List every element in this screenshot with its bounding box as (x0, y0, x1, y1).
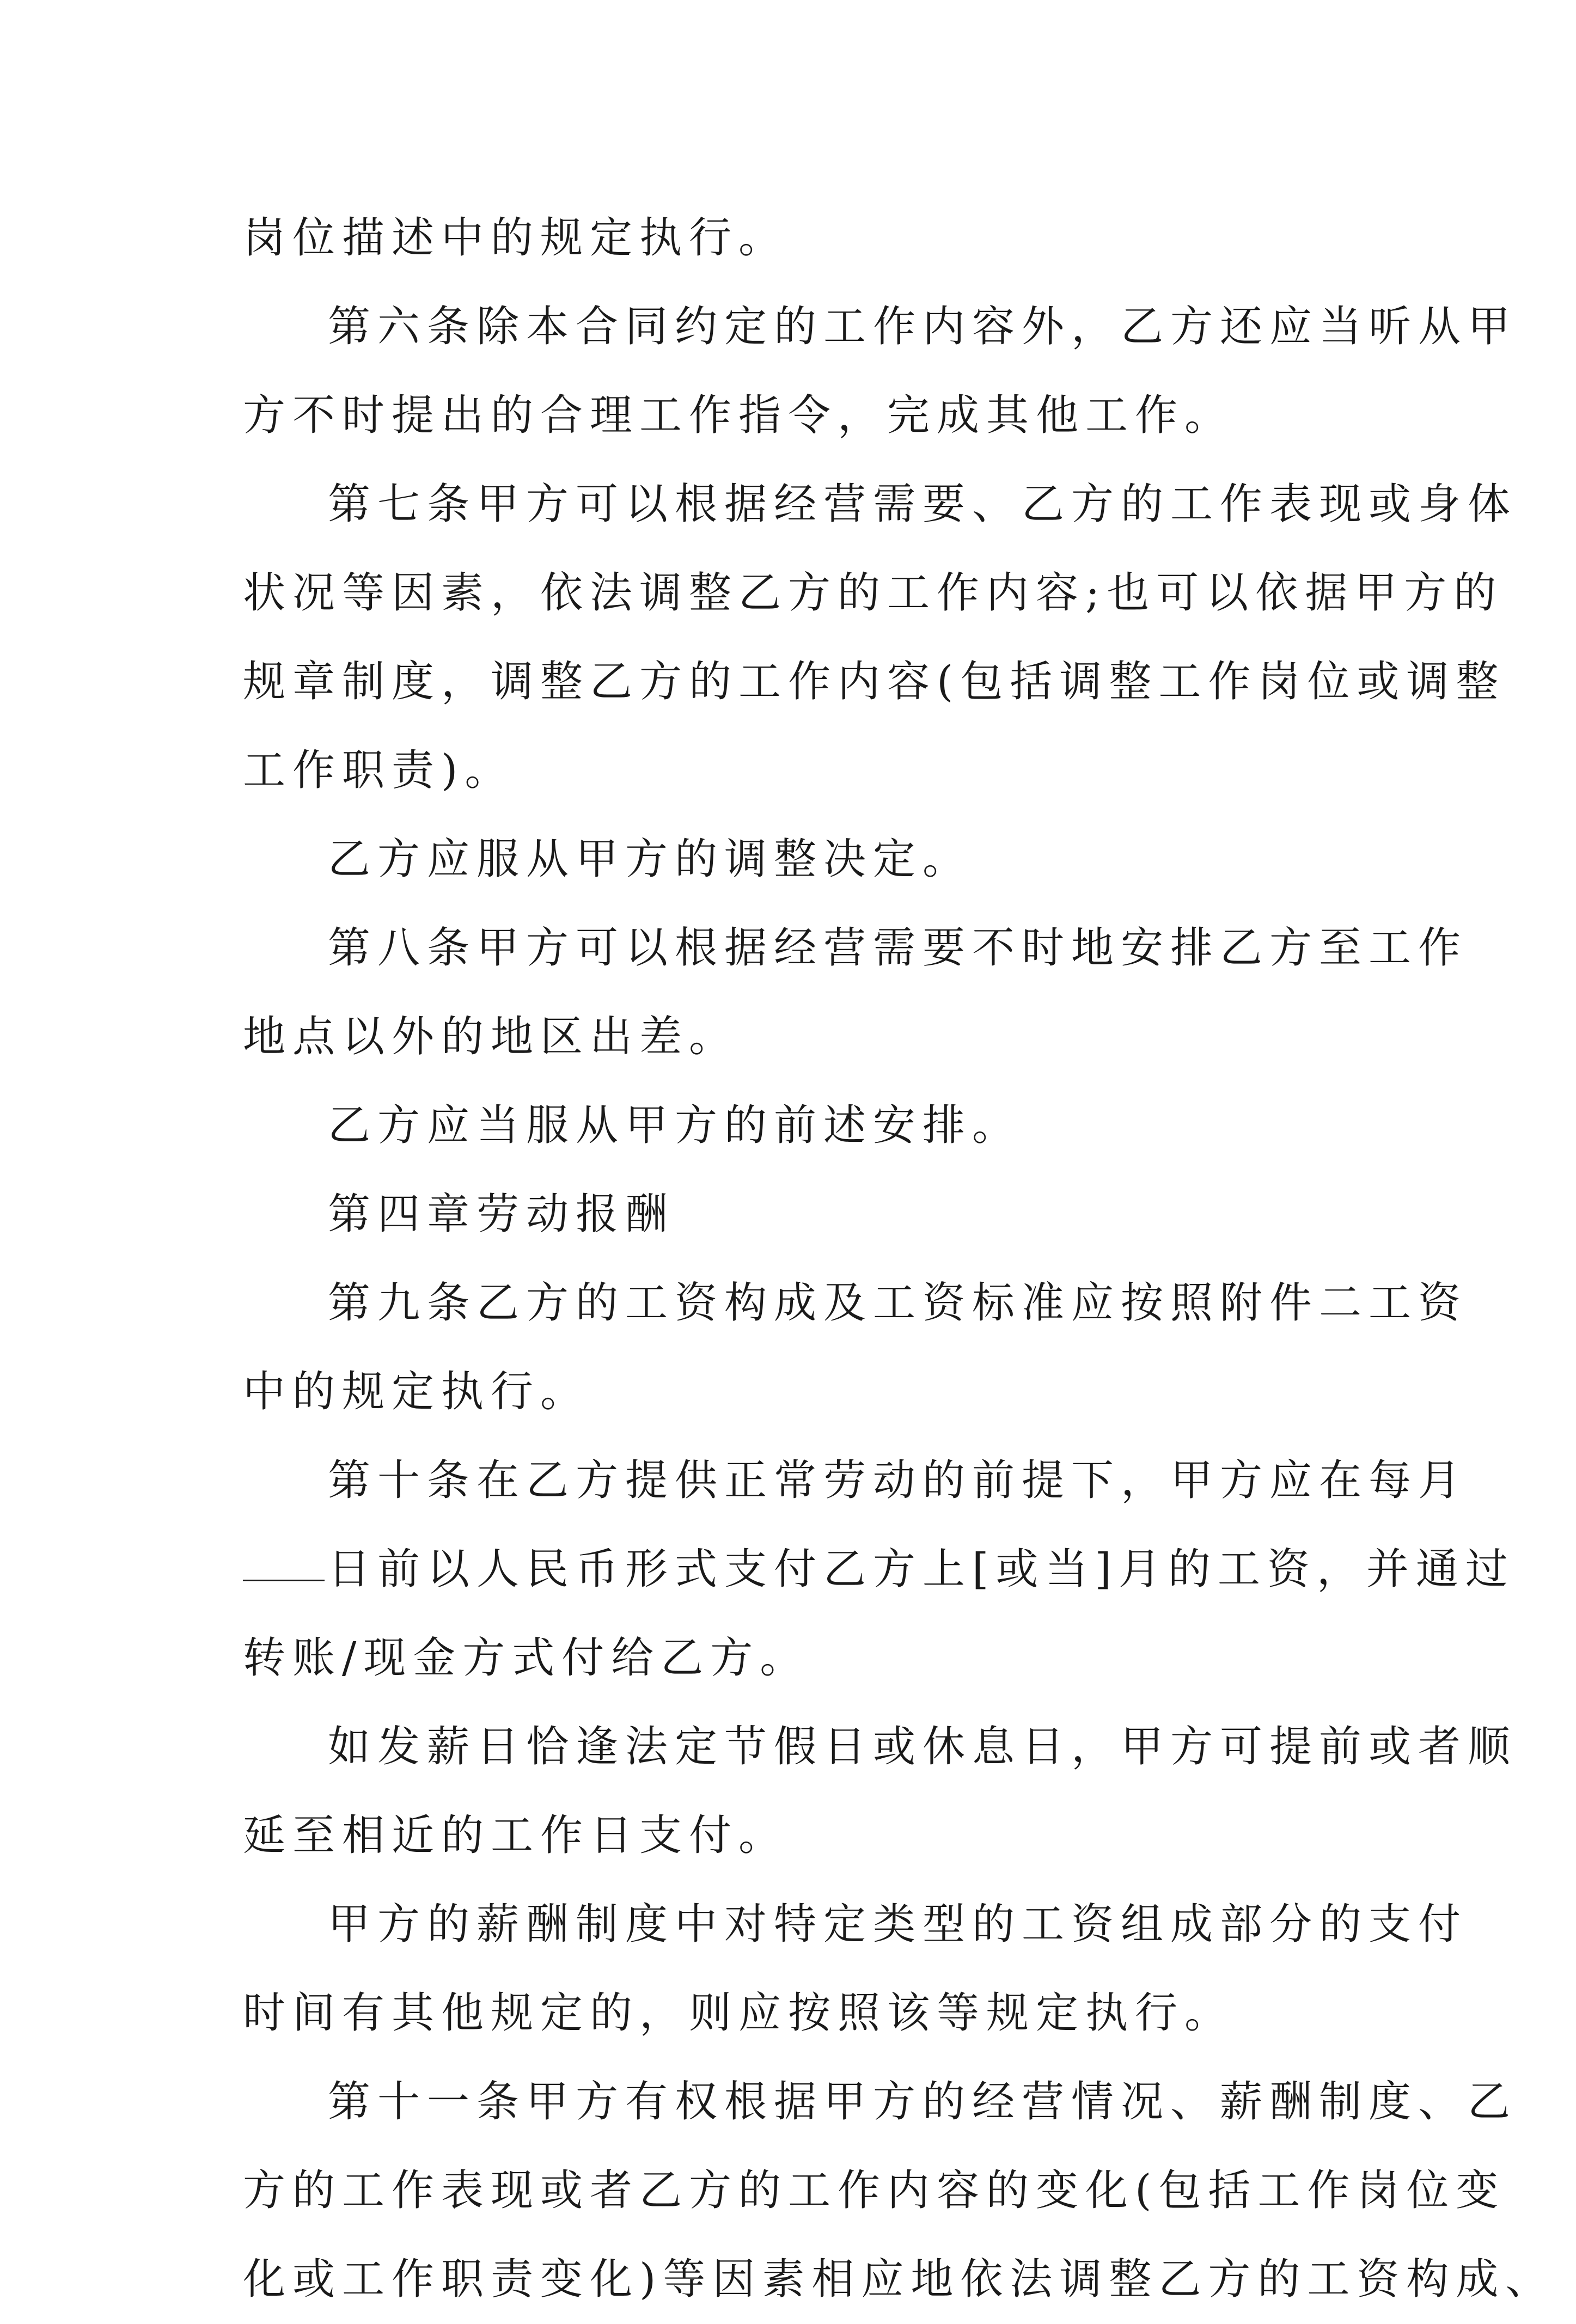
article-6-line-1: 第六条除本合同约定的工作内容外，乙方还应当听从甲 (328, 302, 1518, 351)
article-10-line-1: 第十条在乙方提供正常劳动的前提下，甲方应在每月 (328, 1456, 1468, 1505)
text-line: 岗位描述中的规定执行。 (243, 213, 789, 262)
article-11-line-1: 第十一条甲方有权根据甲方的经营情况、薪酬制度、乙 (328, 2077, 1518, 2126)
article-11-line-3: 化或工作职责变化)等因素相应地依法调整乙方的工资构成、 (243, 2255, 1555, 2304)
article-6-line-2: 方不时提出的合理工作指令，完成其他工作。 (243, 391, 1235, 440)
article-9-line-1: 第九条乙方的工资构成及工资标准应按照附件二工资 (328, 1279, 1468, 1328)
chapter-4-heading: 第四章劳动报酬 (328, 1190, 675, 1239)
blank-underline (243, 1547, 325, 1581)
payday-holiday-line-2: 延至相近的工作日支付。 (243, 1811, 789, 1860)
article-10-line-2-text: 日前以人民币形式支付乙方上[或当]月的工资，并通过 (328, 1545, 1515, 1594)
paragraph-obey-arrangement: 乙方应当服从甲方的前述安排。 (328, 1101, 1022, 1150)
article-7-line-3: 规章制度，调整乙方的工作内容(包括调整工作岗位或调整 (243, 657, 1506, 706)
salary-system-line-1: 甲方的薪酬制度中对特定类型的工资组成部分的支付 (328, 1900, 1468, 1949)
salary-system-line-2: 时间有其他规定的，则应按照该等规定执行。 (243, 1989, 1235, 2038)
article-8-line-2: 地点以外的地区出差。 (243, 1012, 739, 1061)
article-10-line-2 (243, 1525, 1515, 1614)
document-body (243, 194, 1555, 2324)
paragraph-obey-adjustment: 乙方应服从甲方的调整决定。 (328, 835, 973, 884)
article-11-line-2: 方的工作表现或者乙方的工作内容的变化(包括工作岗位变 (243, 2166, 1506, 2215)
article-8-line-1: 第八条甲方可以根据经营需要不时地安排乙方至工作 (328, 924, 1468, 973)
payday-holiday-line-1: 如发薪日恰逢法定节假日或休息日，甲方可提前或者顺 (328, 1722, 1518, 1771)
article-7-line-4: 工作职责)。 (243, 746, 515, 795)
article-7-line-1: 第七条甲方可以根据经营需要、乙方的工作表现或身体 (328, 480, 1518, 529)
article-10-line-3: 转账/现金方式付给乙方。 (243, 1634, 810, 1683)
article-7-line-2: 状况等因素，依法调整乙方的工作内容;也可以依据甲方的 (243, 568, 1504, 617)
article-9-line-2: 中的规定执行。 (243, 1367, 590, 1416)
